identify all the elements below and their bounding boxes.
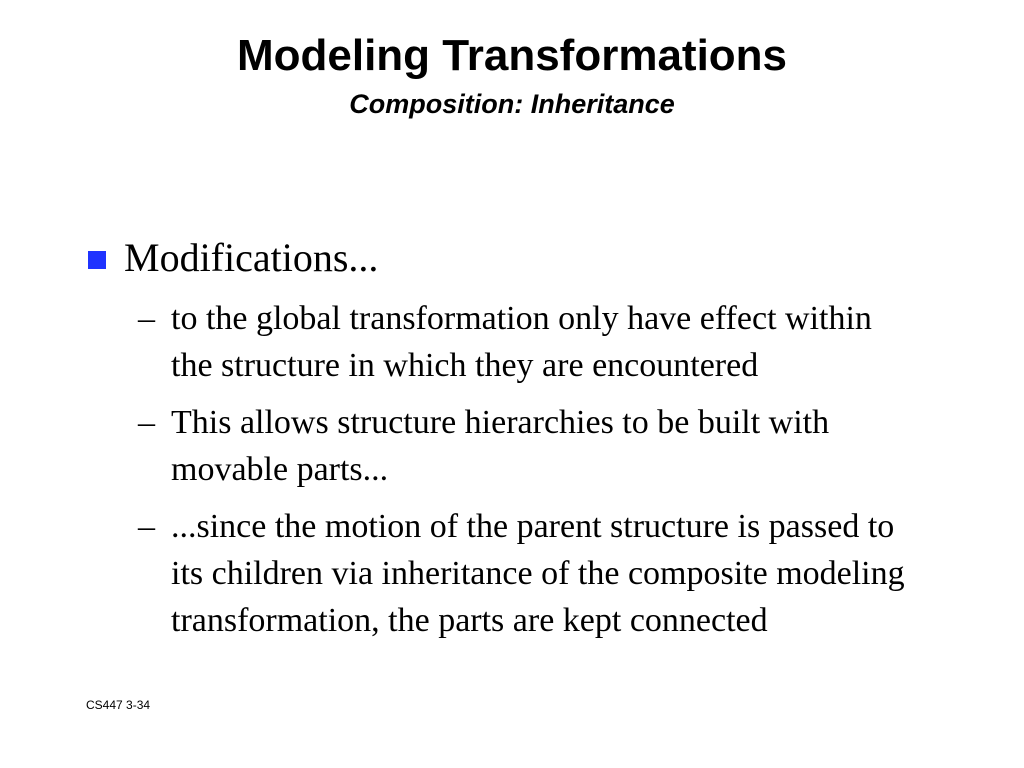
slide-subtitle: Composition: Inheritance (349, 89, 675, 119)
slide-footer: CS447 3-34 (86, 698, 151, 712)
main-bullet-text: Modifications... (124, 235, 379, 280)
dash-marker-icon: – (138, 404, 155, 441)
slide-title: Modeling Transformations (236, 31, 788, 80)
sub-bullet-text: ...since the motion of the parent structure is passed to its children via inheritance of the composite modeling transformation, the parts are kept connected (171, 508, 905, 639)
sub-bullet-item (138, 295, 918, 389)
sub-bullet-text: to the global transformation only have effect within the structure in which they are encountered (171, 300, 872, 384)
sub-bullet-item (138, 503, 918, 644)
sub-bullet-item (138, 399, 918, 493)
square-bullet-icon (88, 251, 106, 269)
sub-bullet-list (138, 295, 918, 654)
sub-bullet-text: This allows structure hierarchies to be built with movable parts... (171, 404, 830, 488)
dash-marker-icon: – (138, 508, 155, 545)
main-bullet (88, 232, 378, 284)
dash-marker-icon: – (138, 300, 155, 337)
